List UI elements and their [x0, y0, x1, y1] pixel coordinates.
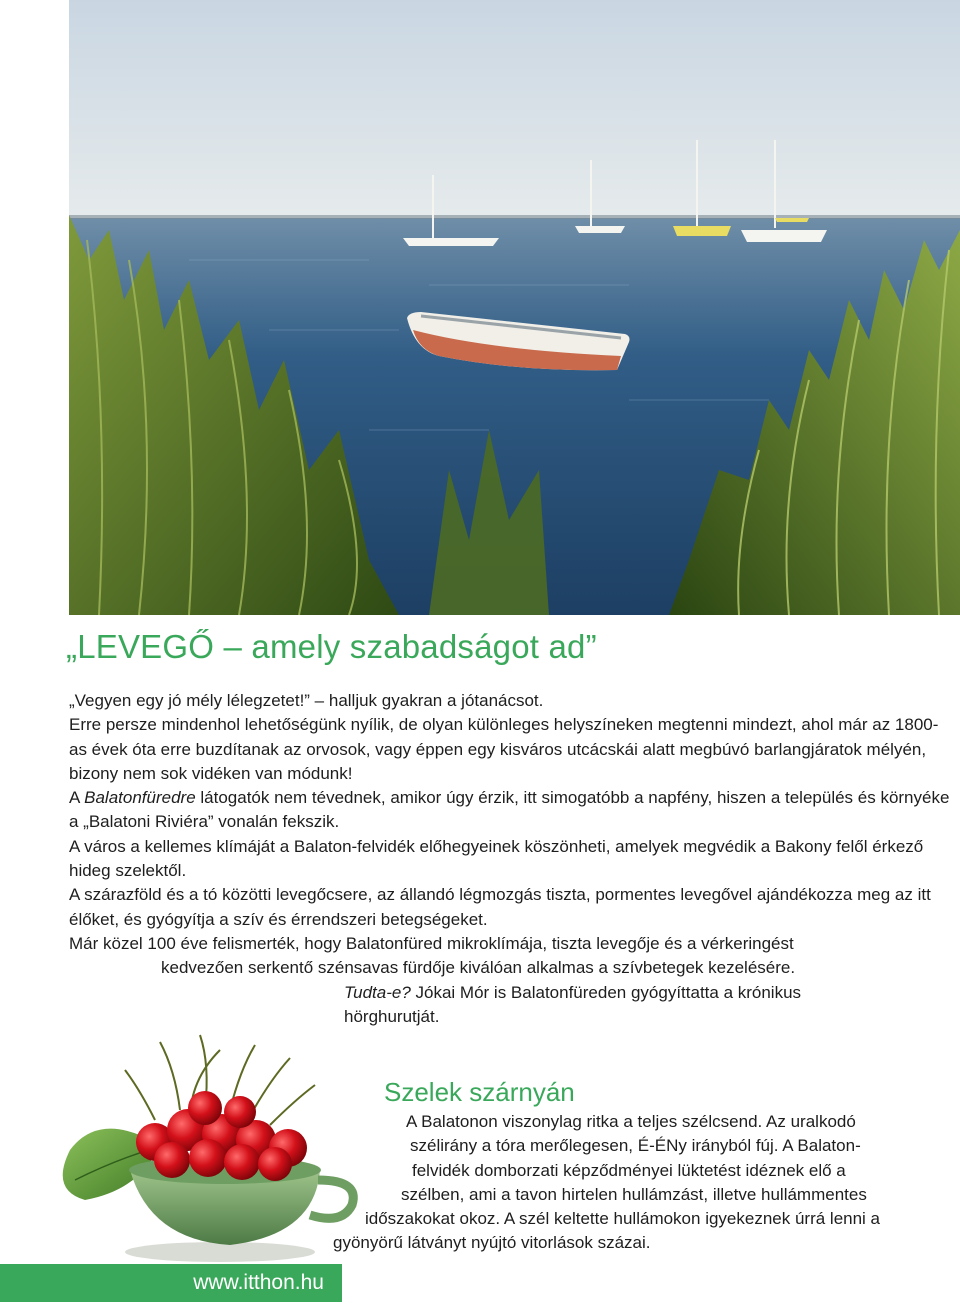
section-wind-text — [0, 1110, 960, 1256]
paragraph-balatonfured-post: látogatók nem tévednek, amikor úgy érzik, itt simogatóbb a napfény, hiszen a település és környéke a „Balatoni Riviéra” vonalán fekszik. — [69, 788, 950, 832]
section-line: felvidék domborzati képződményei lüktetést idéznek elő a — [412, 1160, 846, 1180]
hero-lake-photo — [69, 0, 960, 615]
paragraph-air-exchange: A szárazföld és a tó közötti levegőcsere, az állandó légmozgás tiszta, pormentes levegővel ajándékozza meg az itt élőket, és gyógyítja a szív és érrendszeri betegségeket. — [69, 885, 931, 929]
did-you-know-label: Tudta-e? — [344, 982, 411, 1002]
did-you-know-line1 — [69, 981, 954, 1005]
did-you-know-line2: hörghurutját. — [344, 1006, 440, 1026]
section-line: gyönyörű látványt nyújtó vitorlások százai. — [333, 1233, 651, 1253]
section-line: szélben, ami a tavon hirtelen hullámzást, illetve hullámmentes — [401, 1184, 867, 1204]
page-title: „LEVEGŐ – amely szabadságot ad” — [66, 628, 597, 665]
paragraph-balatonfured-pre: A — [69, 788, 85, 808]
section-title-wind: Szelek szárnyán — [384, 1077, 575, 1107]
paragraph-intro: Erre persze mindenhol lehetőségünk nyílik, de olyan különleges helyszíneken megtenni mindezt, ahol már az 1800-as évek óta erre buzdítanak az orvosok, vagy éppen egy kisváros utcácskái alatt megbúvó barlangjáratok mélyén, bizony nem sok vidéken van módunk! — [69, 715, 939, 783]
website-link[interactable]: www.itthon.hu — [0, 1264, 342, 1302]
paragraph-microclimate-line2: kedvezően serkentő szénsavas fürdője kiválóan alkalmas a szívbetegek kezelésére. — [161, 958, 796, 978]
intro-article — [69, 689, 954, 1029]
section-line: időszakokat okoz. A szél keltette hullámokon igyekeznek úrrá lenni a — [365, 1209, 881, 1229]
intro-quote: „Vegyen egy jó mély lélegzetet!” – halljuk gyakran a jótanácsot. — [69, 691, 544, 710]
paragraph-balatonfured — [69, 786, 954, 835]
section-line: A Balatonon viszonylag ritka a teljes szélcsend. Az uralkodó — [406, 1112, 856, 1131]
paragraph-microclimate-line1: Már közel 100 éve felismerték, hogy Balatonfüred mikroklímája, tiszta levegője és a vérkeringést — [69, 933, 794, 953]
place-name-balatonfured: Balatonfüredre — [84, 788, 196, 808]
paragraph-climate: A város a kellemes klímáját a Balaton-felvidék előhegyeinek köszönheti, amelyek megvédik a Bakony felől érkező hideg szelektől. — [69, 836, 924, 881]
did-you-know-text: Jókai Mór is Balatonfüreden gyógyíttatta a krónikus — [410, 982, 802, 1002]
section-line: szélirány a tóra merőlegesen, É-ÉNy irányból fúj. A Balaton- — [410, 1136, 861, 1156]
